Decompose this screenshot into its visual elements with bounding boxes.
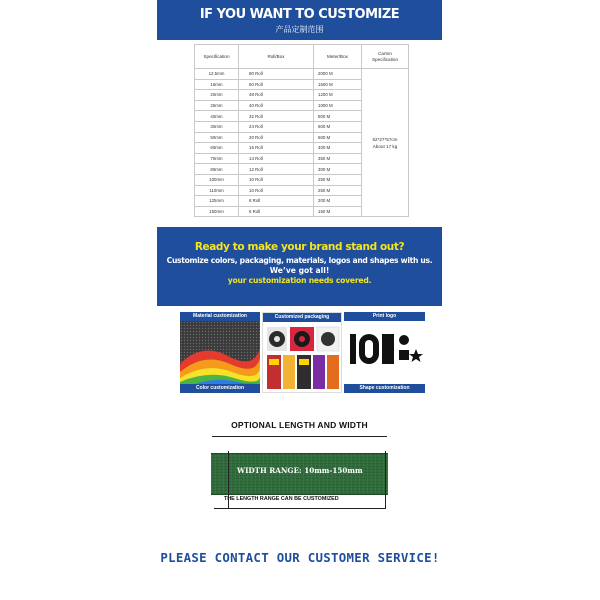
material-color-panel	[180, 312, 260, 393]
spec-cell: 125mm	[195, 196, 239, 207]
contact-service-text: PLEASE CONTACT OUR CUSTOMER SERVICE!	[160, 550, 440, 565]
roll-box-cell: 8 Roll	[239, 196, 314, 207]
roll-box-cell: 10 Roll	[239, 174, 314, 185]
meter-box-cell: 1200 M	[314, 90, 362, 101]
title-divider	[212, 436, 387, 437]
spec-cell: 30mm	[195, 121, 239, 132]
header-title: IF YOU WANT TO CUSTOMIZE	[199, 7, 400, 22]
logo-shape-panel	[344, 312, 425, 393]
spec-cell: 40mm	[195, 111, 239, 122]
col-carton-specification: Carton Specification	[362, 45, 409, 69]
packaging-image	[263, 313, 342, 393]
meter-box-cell: 250 M	[314, 185, 362, 196]
meter-box-cell: 150 M	[314, 206, 362, 217]
meter-box-cell: 1500 M	[314, 79, 362, 90]
col-meter-box: Meter/Box	[314, 45, 362, 69]
width-marker-right	[385, 451, 386, 508]
optional-size-title: OPTIONAL LENGTH AND WIDTH	[231, 420, 368, 430]
spec-cell: 25mm	[195, 100, 239, 111]
roll-box-cell: 60 Roll	[239, 79, 314, 90]
roll-box-cell: 40 Roll	[239, 100, 314, 111]
banner-line-customize: Customize colors, packaging, materials, logos and shapes with us.	[166, 256, 433, 265]
meter-box-cell: 2000 M	[314, 69, 362, 80]
length-range-note: THE LENGTH RANGE CAN BE CUSTOMIZED	[224, 496, 339, 502]
logo-shape-image	[344, 312, 425, 393]
carton-size: 52*27*57cm	[372, 136, 398, 142]
material-customization-label: Material customization	[180, 312, 260, 321]
roll-box-cell: 48 Roll	[239, 90, 314, 101]
spec-cell: 100mm	[195, 174, 239, 185]
customize-header	[157, 0, 442, 40]
brand-banner	[157, 227, 442, 306]
length-divider	[214, 508, 386, 509]
print-logo-label: Print logo	[344, 312, 425, 321]
banner-line-got-all: We’ve got all!	[269, 266, 330, 275]
spec-cell: 16mm	[195, 79, 239, 90]
meter-box-cell: 1000 M	[314, 100, 362, 111]
roll-box-cell: 20 Roll	[239, 132, 314, 143]
roll-box-cell: 16 Roll	[239, 143, 314, 154]
col-roll-box: Roll/Box	[239, 45, 314, 69]
roll-box-cell: 14 Roll	[239, 153, 314, 164]
spec-cell: 20mm	[195, 90, 239, 101]
table-header-row	[195, 45, 409, 69]
banner-headline: Ready to make your brand stand out?	[194, 241, 405, 253]
table-row	[195, 69, 409, 80]
roll-box-cell: 80 Roll	[239, 69, 314, 80]
meter-box-cell: 500 M	[314, 132, 362, 143]
color-customization-label: Color customization	[180, 384, 260, 393]
meter-box-cell: 250 M	[314, 174, 362, 185]
spec-cell: 70mm	[195, 153, 239, 164]
meter-box-cell: 400 M	[314, 143, 362, 154]
packaging-panel	[262, 312, 342, 393]
meter-box-cell: 600 M	[314, 121, 362, 132]
banner-line-covered: your customization needs covered.	[227, 276, 372, 285]
meter-box-cell: 800 M	[314, 111, 362, 122]
spec-cell: 150mm	[195, 206, 239, 217]
roll-box-cell: 24 Roll	[239, 121, 314, 132]
specification-table	[194, 44, 409, 217]
col-specification: Specification	[195, 45, 239, 69]
meter-box-cell: 200 M	[314, 196, 362, 207]
meter-box-cell: 350 M	[314, 153, 362, 164]
customization-photo-strip	[179, 312, 426, 393]
carton-weight: About 17 kg	[372, 143, 398, 149]
spec-cell: 12.5mm	[195, 69, 239, 80]
roll-box-cell: 6 Roll	[239, 206, 314, 217]
material-color-image	[180, 312, 260, 393]
roll-box-cell: 10 Roll	[239, 185, 314, 196]
carton-spec-cell	[362, 69, 409, 217]
spec-cell: 60mm	[195, 143, 239, 154]
header-subtitle: 产品定制范围	[275, 25, 324, 34]
spec-cell: 50mm	[195, 132, 239, 143]
spec-cell: 80mm	[195, 164, 239, 175]
spec-cell: 110mm	[195, 185, 239, 196]
shape-customization-label: Shape customization	[344, 384, 425, 393]
width-range-label: WIDTH RANGE: 10mm-150mm	[237, 466, 363, 475]
meter-box-cell: 300 M	[314, 164, 362, 175]
roll-box-cell: 12 Roll	[239, 164, 314, 175]
customized-packaging-label: Customized packaging	[263, 313, 341, 322]
roll-box-cell: 32 Roll	[239, 111, 314, 122]
